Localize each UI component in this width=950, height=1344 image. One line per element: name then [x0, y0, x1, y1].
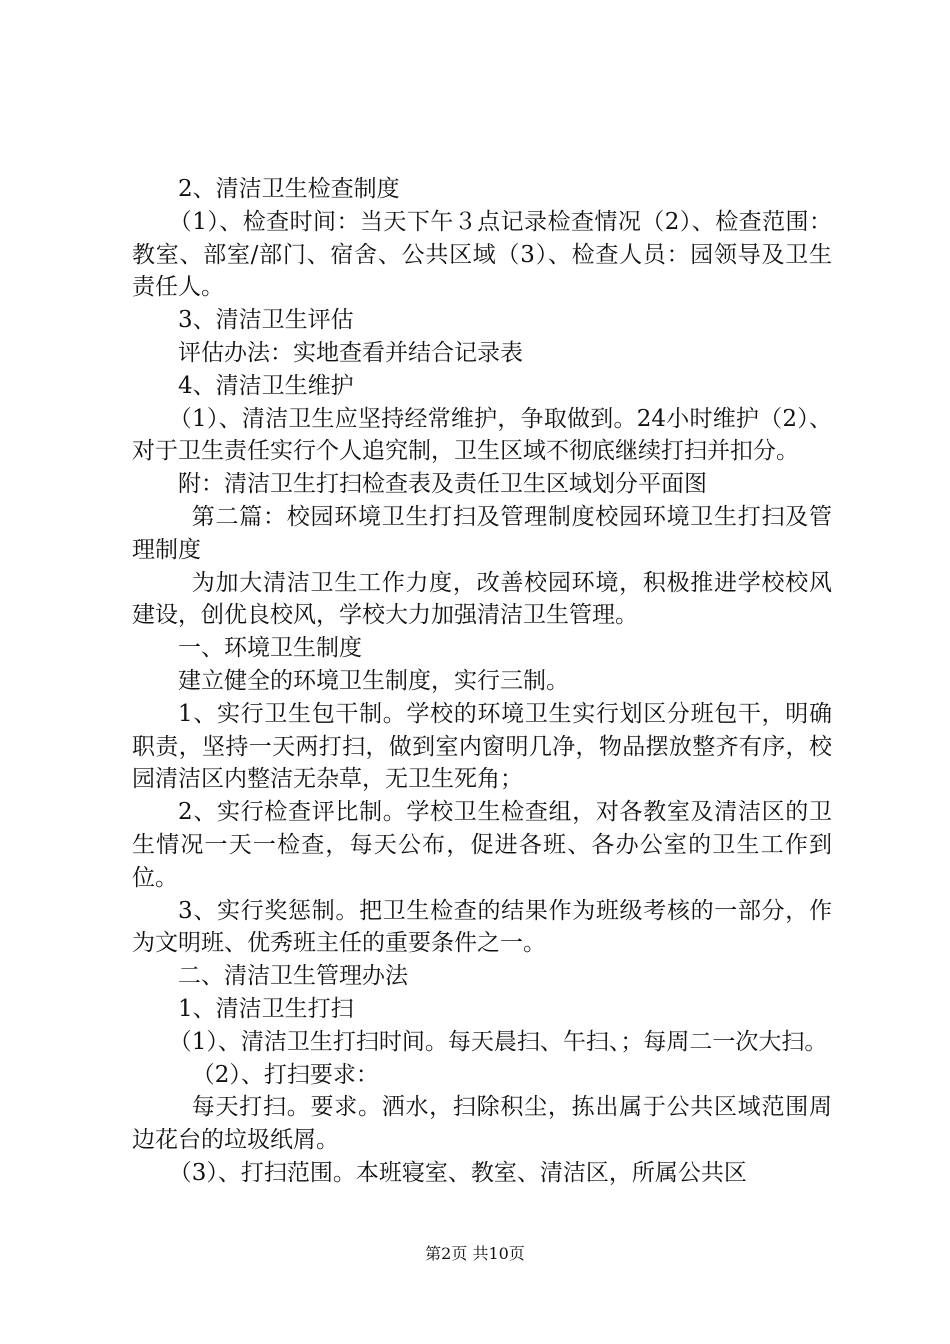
page-number-footer: 第2页 共10页	[425, 1244, 525, 1263]
paragraph: 为加大清洁卫生工作力度，改善校园环境，积极推进学校校风建设，创优良校风，学校大力加强清洁卫生管理。	[132, 569, 832, 629]
paragraph: 1、实行卫生包干制。学校的环境卫生实行划区分班包干，明确职责，坚持一天两打扫，做到室内窗明几净，物品摆放整齐有序，校园清洁区内整洁无杂草，无卫生死角；	[132, 700, 832, 793]
paragraph: 1、清洁卫生打扫	[178, 995, 354, 1022]
paragraph: 2、实行检查评比制。学校卫生检查组，对各教室及清洁区的卫生情况一天一检查，每天公布，促进各班、各办公室的卫生工作到位。	[132, 799, 832, 891]
paragraph: 评估办法：实地查看并结合记录表	[178, 339, 523, 366]
paragraph: 3、实行奖惩制。把卫生检查的结果作为班级考核的一部分，作为文明班、优秀班主任的重要条件之一。	[132, 897, 832, 957]
section-heading: 第二篇：校园环境卫生打扫及管理制度校园环境卫生打扫及管理制度	[132, 503, 832, 563]
paragraph: 附：清洁卫生打扫检查表及责任卫生区域划分平面图	[178, 471, 707, 498]
paragraph: 2、清洁卫生检查制度	[178, 176, 400, 202]
paragraph: 建立健全的环境卫生制度，实行三制。	[178, 667, 569, 694]
paragraph: （2）、打扫要求：	[191, 1061, 379, 1088]
paragraph: （3）、打扫范围。本班寝室、教室、清洁区，所属公共区	[168, 1159, 747, 1186]
paragraph: 3、清洁卫生评估	[178, 307, 354, 334]
paragraph: 二、清洁卫生管理办法	[178, 963, 408, 990]
paragraph: （1）、检查时间：当天下午３点记录检查情况（2）、检查范围：教室、部室/部门、宿舍、公共区域（3）、检查人员：园领导及卫生责任人。	[132, 208, 832, 301]
paragraph: （1）、清洁卫生应坚持经常维护，争取做到。24小时维护（2）、对于卫生责任实行个人追究制，卫生区域不彻底继续打扫并扣分。	[132, 405, 832, 465]
paragraph: 一、环境卫生制度	[178, 635, 362, 662]
paragraph: 每天打扫。要求。洒水，扫除积尘，拣出属于公共区域范围周边花台的垃圾纸屑。	[132, 1094, 832, 1154]
paragraph: 4、清洁卫生维护	[178, 372, 354, 399]
paragraph: （1）、清洁卫生打扫时间。每天晨扫、午扫、；每周二一次大扫。	[168, 1028, 828, 1055]
document-body	[132, 173, 832, 1190]
